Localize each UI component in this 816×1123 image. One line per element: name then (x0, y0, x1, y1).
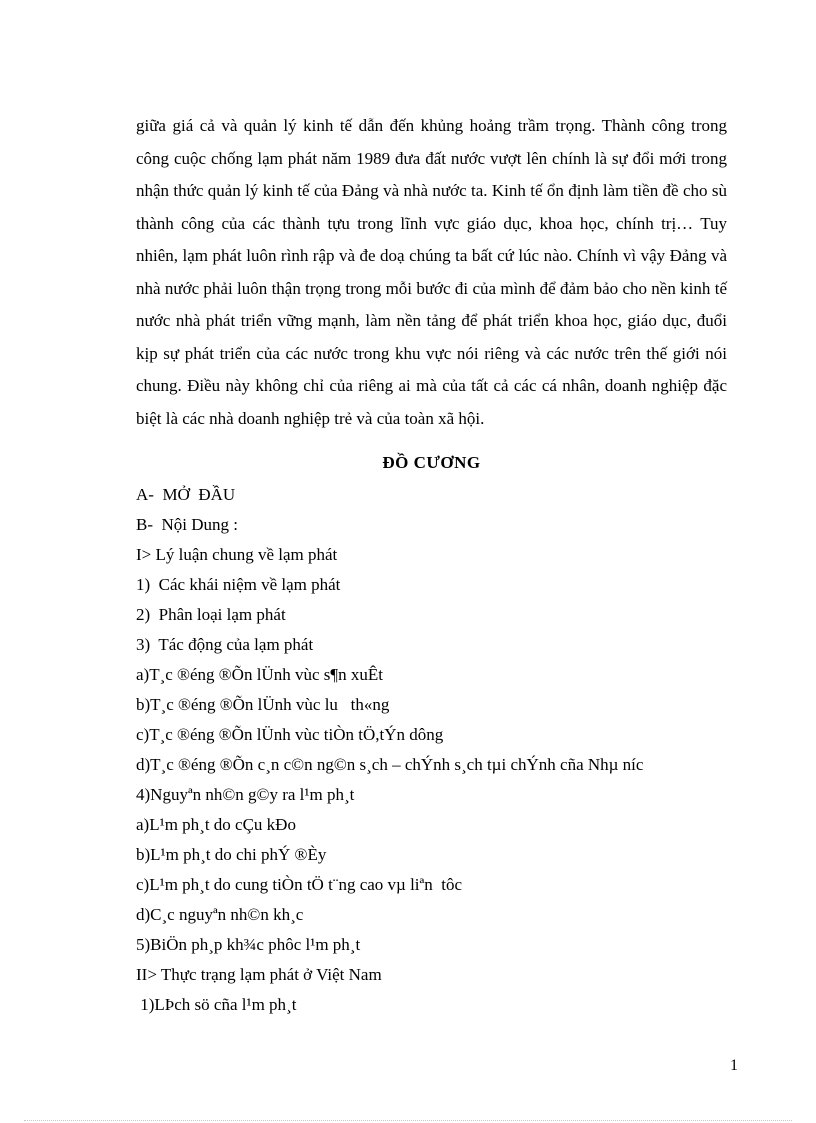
outline-item: 3) Tác động của lạm phát (136, 635, 314, 654)
outline-item: a)L¹m ph¸t do cÇu kÐo (136, 815, 296, 834)
outline-item: 2) Phân loại lạm phát (136, 605, 286, 624)
outline-item: 1)LÞch sö cña l¹m ph¸t (136, 995, 297, 1014)
outline-item: c)T¸c ®éng ®Õn lÜnh vùc tiÒn tÖ,tÝn dông (136, 725, 444, 744)
outline-item: B- Nội Dung : (136, 515, 238, 534)
outline-item: I> Lý luận chung về lạm phát (136, 545, 338, 564)
outline-item: d)T¸c ®éng ®Õn c¸n c©n ng©n s¸ch – chÝnh s¸ch tµi chÝnh cña Nhµ níc (136, 755, 644, 774)
outline-heading: ĐỒ CƯƠNG (382, 453, 481, 472)
outline-item: d)C¸c nguyªn nh©n kh¸c (136, 905, 304, 924)
outline-item: II> Thực trạng lạm phát ở Việt Nam (136, 965, 382, 984)
body-paragraph: giữa giá cả và quản lý kinh tế dẫn đến khủng hoảng trầm trọng. Thành công trong công cuộc chống lạm phát năm 1989 đưa đất nước vượt lên chính là sự đổi mới trong nhận thức quản lý kinh tế của Đảng và nhà nước ta. Kinh tế ổn định làm tiền đề cho sù thành công của các thành tựu trong lĩnh vực giáo dục, khoa học, chính trị… Tuy nhiên, lạm phát luôn rình rập và đe doạ chúng ta bất cứ lúc nào. Chính vì vậy Đảng và nhà nước phải luôn thận trọng trong mỗi bước đi của mình để đảm bảo cho nền kinh tế nước nhà phát triển vững mạnh, làm nền tảng để phát triển khoa học, giáo dục, đuổi kịp sự phát triển của các nước trong khu vực nói riêng và các nước trên thế giới nói chung. Điều này không chỉ của riêng ai mà của tất cả các cá nhân, doanh nghiệp đặc biệt là các nhà doanh nghiệp trẻ và của toàn xã hội. (136, 116, 727, 428)
outline-item: 1) Các khái niệm về lạm phát (136, 575, 341, 594)
page-number: 1 (730, 1057, 738, 1074)
outline-item: b)L¹m ph¸t do chi phÝ ®Èy (136, 845, 327, 864)
outline-item: 5)BiÖn ph¸p kh¾c phôc l¹m ph¸t (136, 935, 361, 954)
outline-list (136, 480, 776, 1020)
outline-item: A- MỞ ĐẦU (136, 485, 236, 504)
outline-item: a)T¸c ®éng ®Õn lÜnh vùc s¶n xuÊt (136, 665, 383, 684)
outline-item: b)T¸c ®éng ®Õn lÜnh vùc lu th«ng (136, 695, 390, 714)
page-bottom-divider (24, 1120, 792, 1121)
outline-item: 4)Nguyªn nh©n g©y ra l¹m ph¸t (136, 785, 355, 804)
outline-item: c)L¹m ph¸t do cung tiÒn tÖ t¨ng cao vµ liªn tôc (136, 875, 462, 894)
